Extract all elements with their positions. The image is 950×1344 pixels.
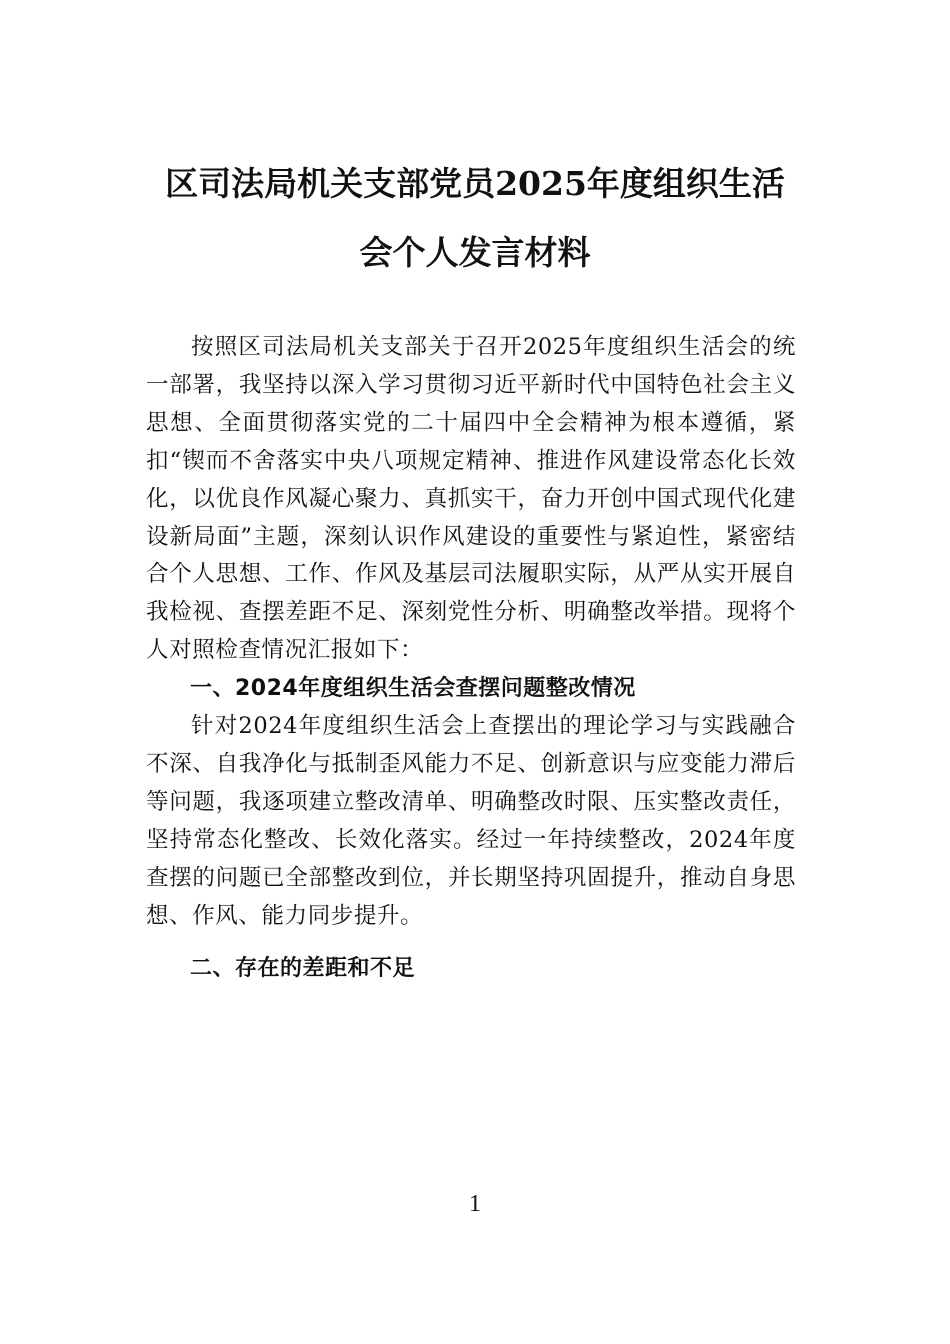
document-body (146, 329, 796, 987)
section-2-heading: 二、存在的差距和不足 (190, 955, 416, 981)
section-1-paragraph: 针对2024年度组织生活会上查摆出的理论学习与实践融合不深、自我净化与抵制歪风能力不足、创新意识与应变能力滞后等问题，我逐项建立整改清单、明确整改时限、压实整改责任，坚持常态化整改、长效化落实。经过一年持续整改，2024年度查摆的问题已全部整改到位，并长期坚持巩固提升，推动自身思想、作风、能力同步提升。 (146, 713, 796, 929)
page-number: 1 (469, 1191, 481, 1217)
document-title-line-1: 区司法局机关支部党员2025年度组织生活 (165, 164, 785, 203)
intro-paragraph: 按照区司法局机关支部关于召开2025年度组织生活会的统一部署，我坚持以深入学习贯彻习近平新时代中国特色社会主义思想、全面贯彻落实党的二十届四中全会精神为根本遵循，紧扣“锲而不舍落实中央八项规定精神、推进作风建设常态化长效化，以优良作风凝心聚力、真抓实干，奋力开创中国式现代化建设新局面”主题，深刻认识作风建设的重要性与紧迫性，紧密结合个人思想、工作、作风及基层司法履职实际，从严从实开展自我检视、查摆差距不足、深刻党性分析、明确整改举措。现将个人对照检查情况汇报如下： (146, 334, 796, 664)
section-1-heading: 一、2024年度组织生活会查摆问题整改情况 (190, 676, 636, 702)
paragraph-spacer (146, 936, 796, 950)
document-title-line-2: 会个人发言材料 (359, 233, 591, 272)
